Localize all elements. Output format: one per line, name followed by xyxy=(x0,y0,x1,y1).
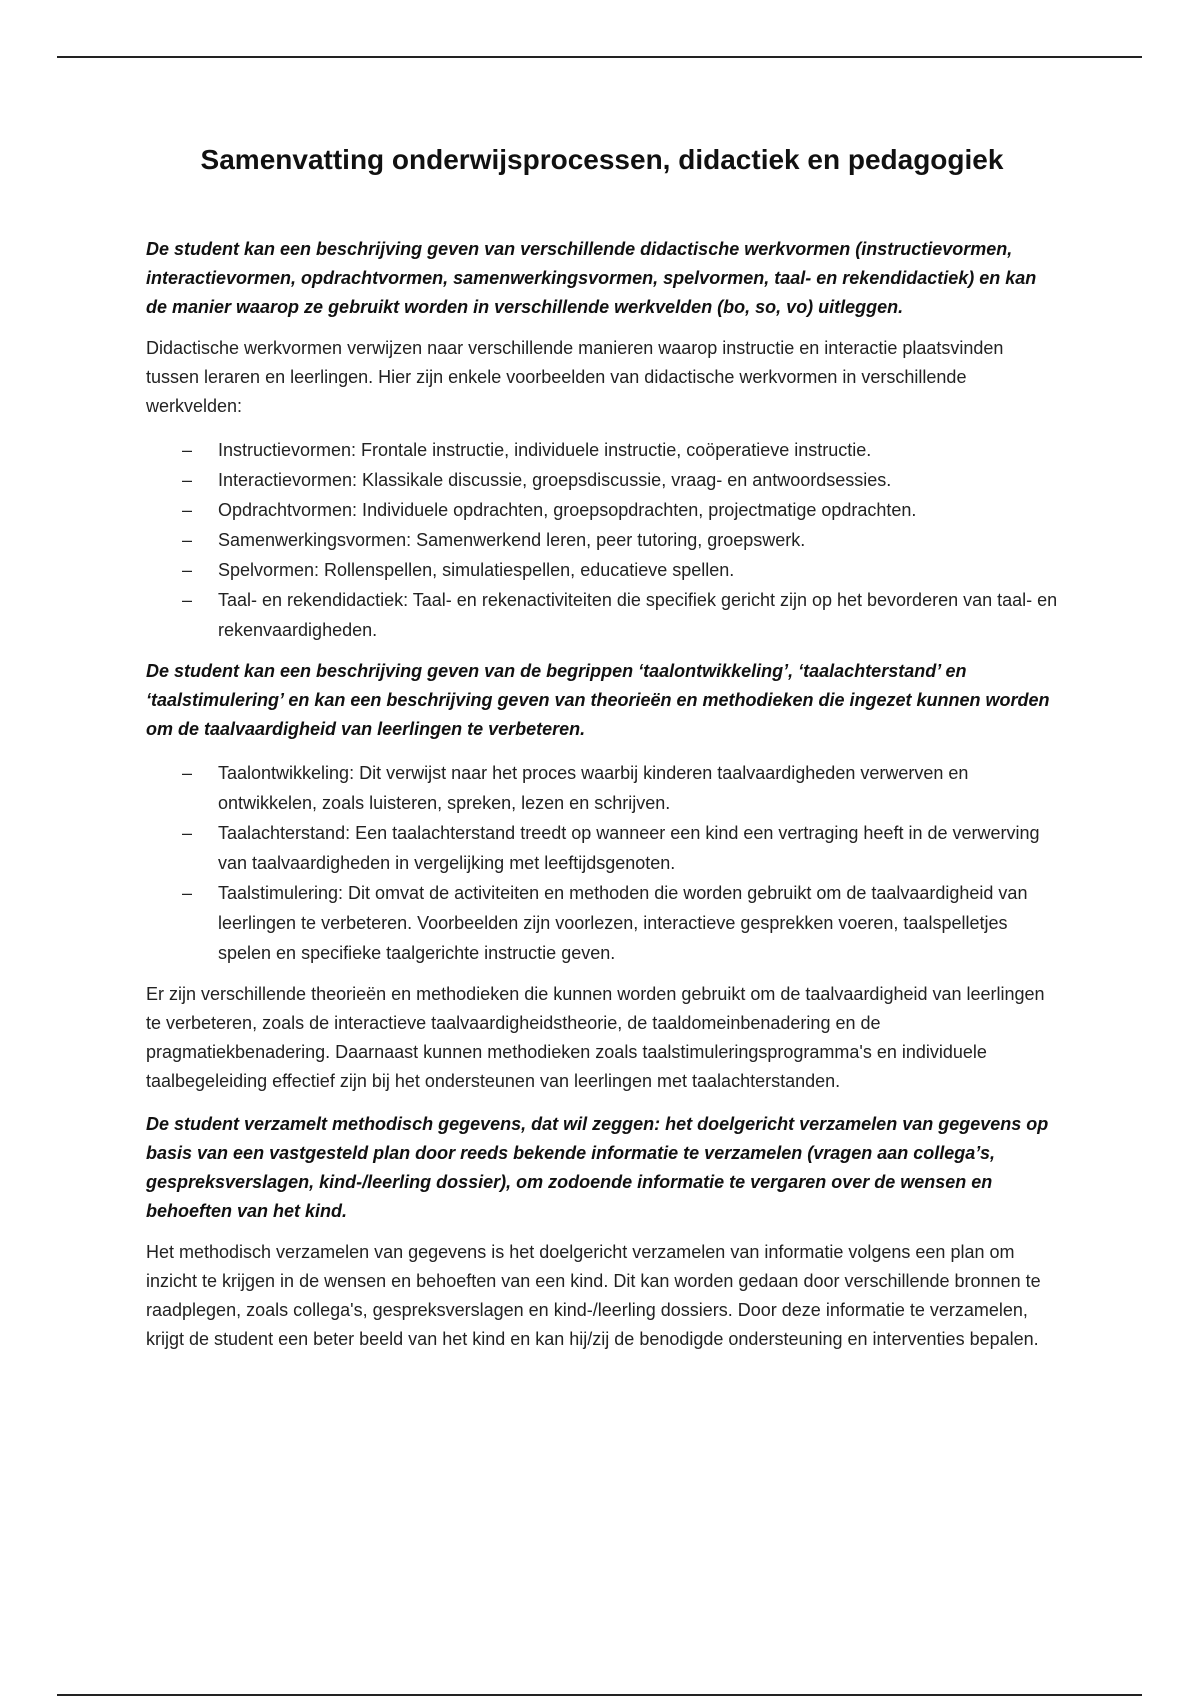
list-item xyxy=(146,818,1058,878)
list-item-text: Spelvormen: Rollenspellen, simulatiespellen, educatieve spellen. xyxy=(218,560,735,581)
list-item-text: Taalontwikkeling: Dit verwijst naar het proces waarbij kinderen taalvaardigheden verwerven en ontwikkelen, zoals luisteren, spreken, lezen en schrijven. xyxy=(218,763,969,814)
dash-bullet-icon: – xyxy=(182,883,193,904)
top-rule xyxy=(57,56,1142,58)
list-item xyxy=(146,555,1058,585)
dash-bullet-icon: – xyxy=(182,823,193,844)
section-1-objective: De student kan een beschrijving geven van verschillende didactische werkvormen (instructievormen, interactievormen, opdrachtvormen, samenwerkingsvormen, spelvormen, taal- en rekendidactiek) en kan de manier waarop ze gebruikt worden in verschillende werkvelden (bo, so, vo) uitleggen. xyxy=(146,239,1037,318)
list-item xyxy=(146,495,1058,525)
list-item-text: Interactievormen: Klassikale discussie, groepsdiscussie, vraag- en antwoordsessies. xyxy=(218,470,892,491)
dash-bullet-icon: – xyxy=(182,530,193,551)
list-item-text: Taalachterstand: Een taalachterstand treedt op wanneer een kind een vertraging heeft in de verwerving van taalvaardigheden in vergelijking met leeftijdsgenoten. xyxy=(218,823,1040,874)
section-1-intro: Didactische werkvormen verwijzen naar verschillende manieren waarop instructie en interactie plaatsvinden tussen leraren en leerlingen. Hier zijn enkele voorbeelden van didactische werkvormen in verschillende werkvelden: xyxy=(146,338,1004,417)
list-item-text: Opdrachtvormen: Individuele opdrachten, groepsopdrachten, projectmatige opdrachten. xyxy=(218,500,917,521)
list-item xyxy=(146,435,1058,465)
section-1-list xyxy=(146,435,1058,645)
dash-bullet-icon: – xyxy=(182,500,193,521)
section-3-objective: De student verzamelt methodisch gegevens, dat wil zeggen: het doelgericht verzamelen van gegevens op basis van een vastgesteld plan door reeds bekende informatie te verzamelen (vragen aan collega’s, gespreksverslagen, kind-/leerling dossier), om zodoende informatie te vergaren over de wensen en behoeften van het kind. xyxy=(146,1114,1049,1222)
list-item xyxy=(146,585,1058,645)
section-3-body: Het methodisch verzamelen van gegevens is het doelgericht verzamelen van informatie volgens een plan om inzicht te krijgen in de wensen en behoeften van een kind. Dit kan worden gedaan door verschillende bronnen te raadplegen, zoals collega's, gespreksverslagen en kind-/leerling dossiers. Door deze informatie te verzamelen, krijgt de student een beter beeld van het kind en kan hij/zij de benodigde ondersteuning en interventies bepalen. xyxy=(146,1242,1041,1350)
dash-bullet-icon: – xyxy=(182,560,193,581)
section-2-objective: De student kan een beschrijving geven van de begrippen ‘taalontwikkeling’, ‘taalachterstand’ en ‘taalstimulering’ en kan een beschrijving geven van theorieën en methodieken die ingezet kunnen worden om de taalvaardigheid van leerlingen te verbeteren. xyxy=(146,661,1050,740)
list-item xyxy=(146,878,1058,968)
list-item xyxy=(146,758,1058,818)
section-2-outro: Er zijn verschillende theorieën en methodieken die kunnen worden gebruikt om de taalvaardigheid van leerlingen te verbeteren, zoals de interactieve taalvaardigheidstheorie, de taaldomeinbenadering en de pragmatiekbenadering. Daarnaast kunnen methodieken zoals taalstimuleringsprogramma's en individuele taalbegeleiding effectief zijn bij het ondersteunen van leerlingen met taalachterstanden. xyxy=(146,984,1045,1092)
document-page xyxy=(146,140,1058,1368)
document-title: Samenvatting onderwijsprocessen, didactiek en pedagogiek xyxy=(200,144,1004,175)
section-2-list xyxy=(146,758,1058,968)
list-item-text: Taalstimulering: Dit omvat de activiteiten en methoden die worden gebruikt om de taalvaardigheid van leerlingen te verbeteren. Voorbeelden zijn voorlezen, interactieve gesprekken voeren, taalspelletjes spelen en specifieke taalgerichte instructie geven. xyxy=(218,883,1028,964)
dash-bullet-icon: – xyxy=(182,470,193,491)
dash-bullet-icon: – xyxy=(182,763,193,784)
list-item xyxy=(146,525,1058,555)
list-item-text: Instructievormen: Frontale instructie, individuele instructie, coöperatieve instructie. xyxy=(218,440,872,461)
dash-bullet-icon: – xyxy=(182,590,193,611)
bottom-rule xyxy=(57,1694,1142,1696)
dash-bullet-icon: – xyxy=(182,440,193,461)
list-item-text: Samenwerkingsvormen: Samenwerkend leren, peer tutoring, groepswerk. xyxy=(218,530,806,551)
list-item-text: Taal- en rekendidactiek: Taal- en rekenactiviteiten die specifiek gericht zijn op het bevorderen van taal- en rekenvaardigheden. xyxy=(218,590,1058,641)
list-item xyxy=(146,465,1058,495)
